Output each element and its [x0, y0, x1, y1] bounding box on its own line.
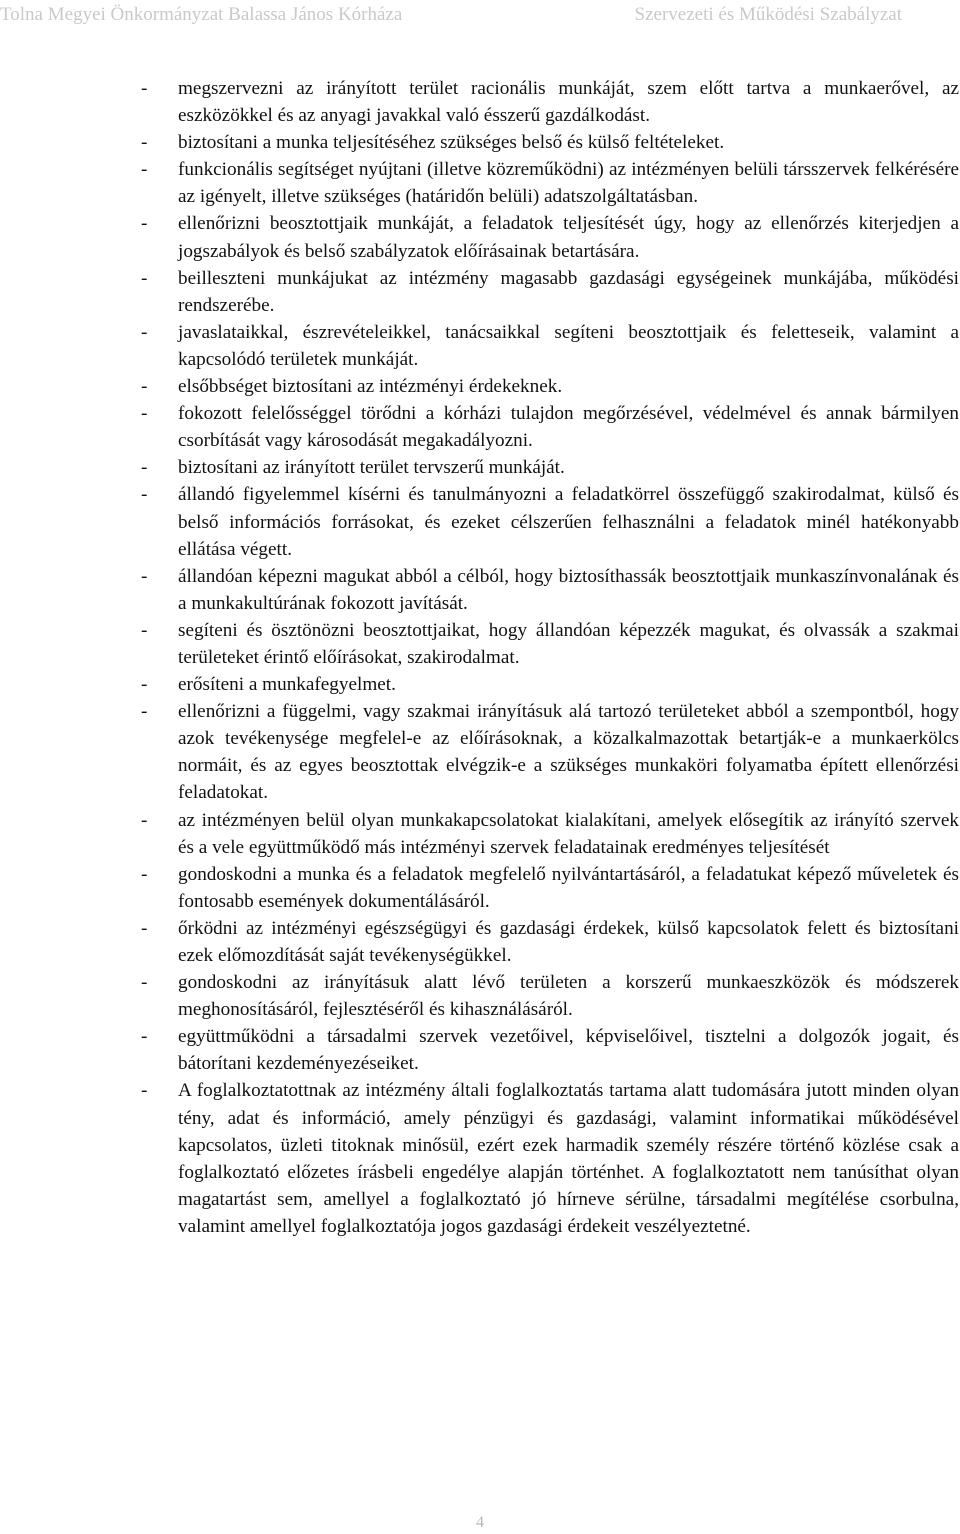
list-dash: -: [141, 403, 148, 425]
list-item: [141, 915, 959, 969]
list-item-text: az intézményen belül olyan munkakapcsolatokat kialakítani, amelyek elősegítik az irányító szervek és a vele együttműködő más intézményi szervek feladatainak eredményes teljesítését: [178, 809, 959, 858]
duties-list: [141, 75, 959, 1240]
list-dash: -: [141, 484, 148, 506]
list-dash: -: [141, 917, 148, 939]
page-header: [0, 0, 960, 36]
page-number: 4: [476, 1514, 484, 1531]
list-item: [141, 617, 959, 671]
list-item-text: ellenőrizni beosztottjaik munkáját, a feladatok teljesítését úgy, hogy az ellenőrzés kiterjedjen a jogszabályok és belső szabályzatok előírásainak betartására.: [178, 213, 959, 262]
list-item: [141, 861, 959, 915]
list-item: [141, 210, 959, 264]
list-item: [141, 1023, 959, 1077]
list-dash: -: [141, 863, 148, 885]
list-item-text: együttműködni a társadalmi szervek vezetőivel, képviselőivel, tisztelni a dolgozók jogait, és bátorítani kezdeményezéseiket.: [178, 1026, 959, 1075]
list-item-text: gondoskodni a munka és a feladatok megfelelő nyilvántartásáról, a feladatukat képező műveletek és fontosabb események dokumentálásáról.: [178, 863, 959, 912]
list-dash: -: [141, 159, 148, 181]
list-item-text: biztosítani az irányított terület tervszerű munkáját.: [178, 457, 565, 479]
list-item-text: biztosítani a munka teljesítéséhez szükséges belső és külső feltételeket.: [178, 132, 725, 154]
list-item: [141, 75, 959, 129]
list-item: [141, 563, 959, 617]
list-item: [141, 265, 959, 319]
list-item-text: funkcionális segítséget nyújtani (illetve közreműködni) az intézményen belüli társszervek felkérésére az igényelt, illetve szükséges (határidőn belüli) adatszolgáltatásban.: [178, 159, 959, 208]
list-dash: -: [141, 1026, 148, 1048]
list-item: [141, 156, 959, 210]
list-item: [141, 969, 959, 1023]
list-item-text: erősíteni a munkafegyelmet.: [178, 674, 396, 696]
list-item: [141, 807, 959, 861]
list-item-text: beilleszteni munkájukat az intézmény magasabb gazdasági egységeinek munkájába, működési rendszerébe.: [178, 267, 959, 316]
list-dash: -: [141, 132, 148, 154]
list-item-text: őrködni az intézményi egészségügyi és gazdasági érdekek, külső kapcsolatok felett és biztosítani ezek előmozdítását saját tevékenységükkel.: [178, 917, 959, 966]
list-dash: -: [141, 321, 148, 343]
list-item-text: állandóan képezni magukat abból a célból, hogy biztosíthassák beosztottjaik munkaszínvonalának és a munkakultúrának fokozott javítását.: [178, 565, 959, 614]
list-item: [141, 400, 959, 454]
list-item: [141, 481, 959, 562]
list-dash: -: [141, 78, 148, 99]
list-item: [141, 319, 959, 373]
list-item: [141, 373, 959, 400]
list-item-text: állandó figyelemmel kísérni és tanulmányozni a feladatkörrel összefüggő szakirodalmat, külső és belső információs forrásokat, és ezeket célszerűen felhasználni a feladatok minél hatékonyabb ellátása végett.: [178, 484, 959, 560]
header-document-title: Szervezeti és Működési Szabályzat: [634, 4, 902, 25]
list-item: [141, 1077, 959, 1240]
list-item-text: megszervezni az irányított terület racionális munkáját, szem előtt tartva a munkaerővel, az eszközökkel és az anyagi javakkal való ésszerű gazdálkodást.: [178, 78, 959, 127]
list-item-text: segíteni és ösztönözni beosztottjaikat, hogy állandóan képezzék magukat, és olvassák a szakmai területeket érintő előírásokat, szakirodalmat.: [178, 619, 959, 668]
list-dash: -: [141, 213, 148, 235]
list-dash: -: [141, 674, 148, 696]
list-dash: -: [141, 1080, 148, 1102]
header-institution: Tolna Megyei Önkormányzat Balassa János Kórháza: [0, 4, 403, 25]
list-item: [141, 454, 959, 481]
list-item-text: elsőbbséget biztosítani az intézményi érdekeknek.: [178, 376, 563, 398]
list-dash: -: [141, 457, 148, 479]
list-dash: -: [141, 701, 148, 723]
list-item-text: ellenőrizni a függelmi, vagy szakmai irányításuk alá tartozó területeket abból a szempontból, hogy azok tevékenysége megfelel-e az előírásoknak, a közalkalmazottak betartják-e a munkaerkölcs normáit, és az egyes beosztottak elvégzik-e a szükséges munkaköri folyamatba épített ellenőrzési feladatokat.: [178, 701, 959, 804]
list-item-text: javaslataikkal, észrevételeikkel, tanácsaikkal segíteni beosztottjaik és feletteseik, valamint a kapcsolódó területek munkáját.: [178, 321, 959, 370]
list-dash: -: [141, 376, 148, 398]
list-item: [141, 129, 959, 156]
list-item-text: fokozott felelősséggel törődni a kórházi tulajdon megőrzésével, védelmével és annak bármilyen csorbítását vagy károsodását megakadályozni.: [178, 403, 959, 452]
list-item-text: gondoskodni az irányításuk alatt lévő területen a korszerű munkaeszközök és módszerek meghonosításáról, fejlesztéséről és kihasználásáról.: [178, 972, 959, 1021]
list-dash: -: [141, 809, 148, 831]
list-dash: -: [141, 619, 148, 641]
list-item: [141, 671, 959, 698]
list-dash: -: [141, 972, 148, 994]
list-item-text: A foglalkoztatottnak az intézmény általi foglalkoztatás tartama alatt tudomására jutott minden olyan tény, adat és információ, amely pénzügyi és gazdasági, valamint informatikai működésével kapcsolatos, üzleti titoknak minősül, ezért ezek harmadik személy részére történő közlése csak a foglalkoztató előzetes írásbeli engedélye alapján történhet. A foglalkoztatott nem tanúsíthat olyan magatartást sem, amellyel a foglalkoztató jó hírneve sérülne, társadalmi megítélése csorbulna, valamint amellyel foglalkoztatója jogos gazdasági érdekeit veszélyeztetné.: [178, 1080, 959, 1237]
list-dash: -: [141, 565, 148, 587]
list-dash: -: [141, 267, 148, 289]
list-item: [141, 698, 959, 806]
